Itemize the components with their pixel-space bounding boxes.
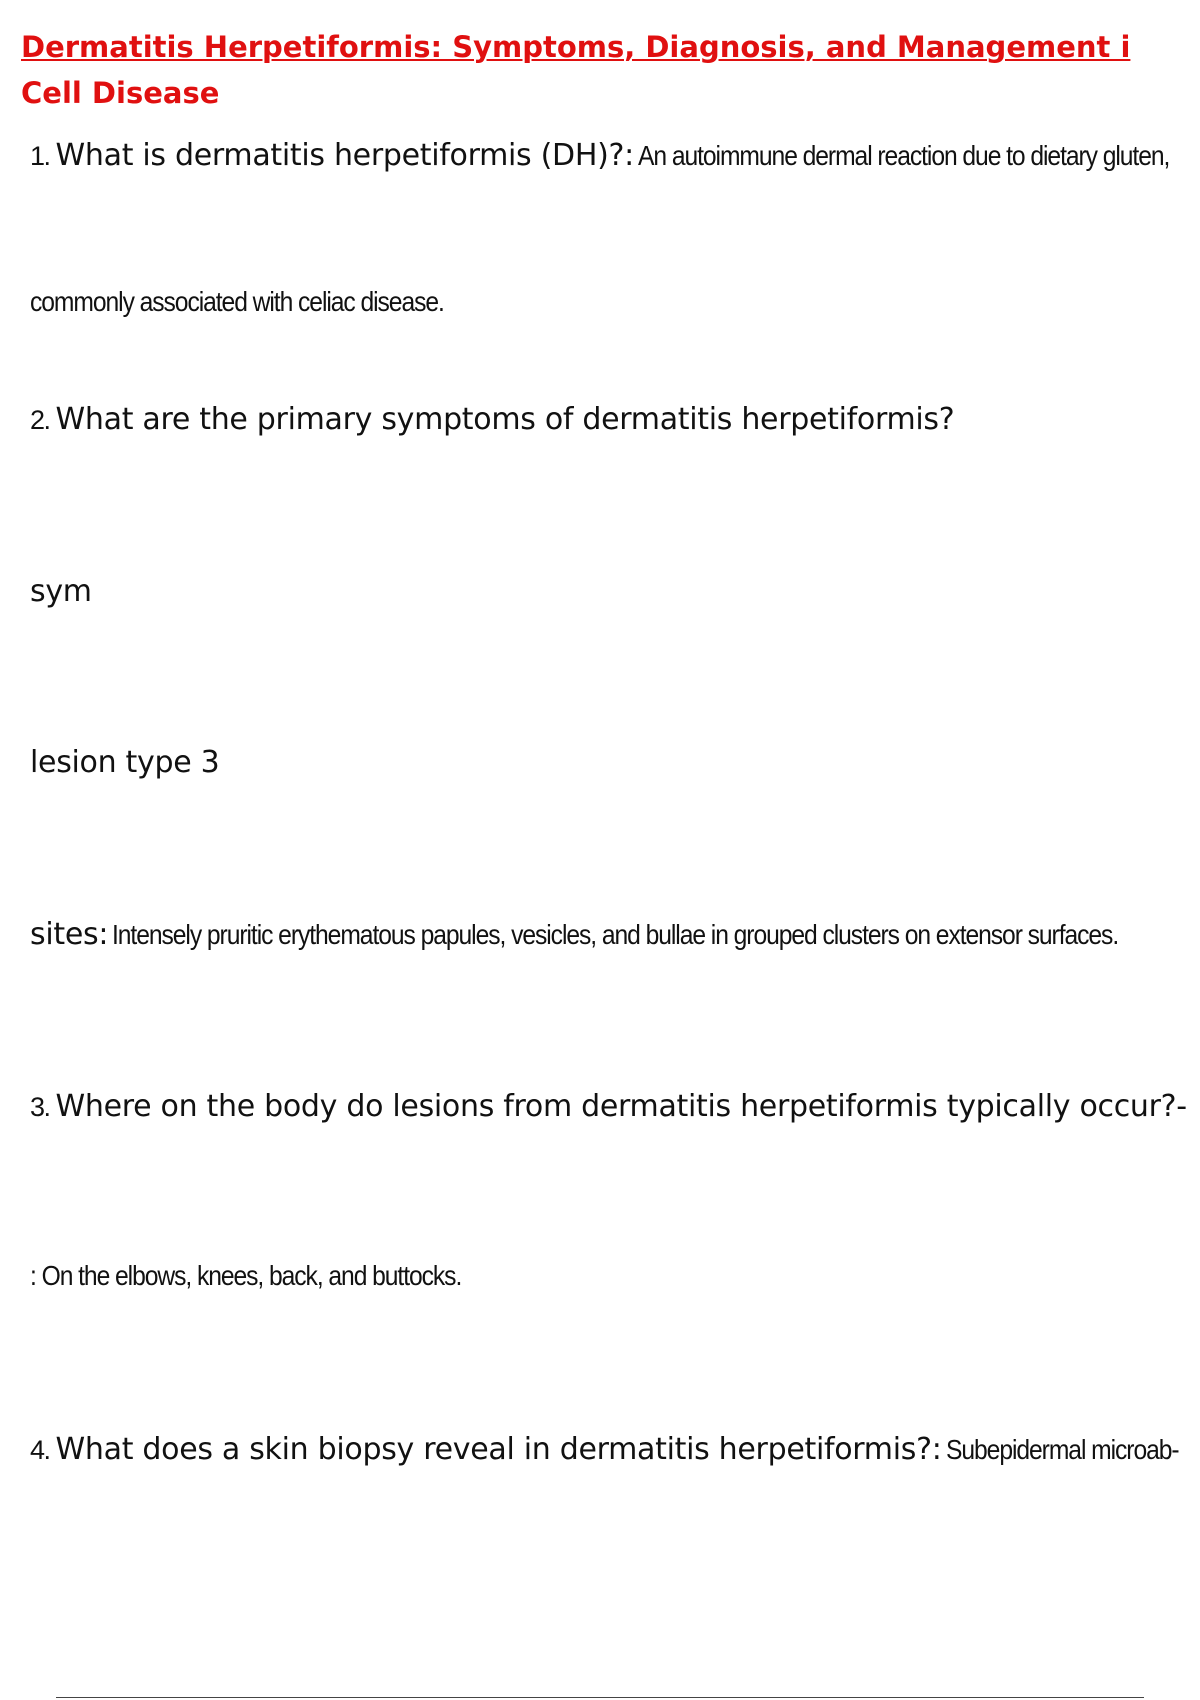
answer-fragment: lesion type 3 bbox=[30, 745, 220, 780]
document-title bbox=[21, 24, 1200, 116]
answer-text: An autoimmune dermal reaction due to dietary gluten, bbox=[637, 140, 1170, 171]
answer-3 bbox=[30, 1260, 520, 1292]
answer-2-lesion-type bbox=[30, 745, 219, 780]
question-1 bbox=[30, 138, 1200, 173]
question-text: What are the primary symptoms of dermatitis herpetiformis? bbox=[55, 402, 955, 437]
title-line-1: Dermatitis Herpetiformis: Symptoms, Diagnosis, and Management i bbox=[21, 30, 1131, 64]
answer-2-fragment bbox=[30, 574, 92, 609]
question-text: What is dermatitis herpetiformis (DH)?: bbox=[55, 138, 634, 173]
question-number: 1. bbox=[30, 141, 50, 171]
answer-fragment: sym bbox=[30, 574, 92, 609]
question-number: 2. bbox=[30, 405, 50, 435]
question-3 bbox=[30, 1089, 1187, 1124]
answer-label: sites: bbox=[30, 917, 109, 952]
page-bottom-rule bbox=[56, 1697, 1144, 1698]
title-line-2: Cell Disease bbox=[21, 76, 220, 110]
question-2 bbox=[30, 402, 954, 437]
answer-text: : On the elbows, knees, back, and buttocks. bbox=[30, 1260, 462, 1291]
answer-text: Intensely pruritic erythematous papules, vesicles, and bullae in grouped clusters on extensor surfaces. bbox=[112, 919, 1119, 950]
question-number: 3. bbox=[30, 1092, 50, 1122]
answer-text: Subepidermal microab- bbox=[945, 1434, 1179, 1465]
question-4 bbox=[30, 1432, 1200, 1467]
question-number: 4. bbox=[30, 1435, 50, 1465]
question-text: Where on the body do lesions from dermatitis herpetiformis typically occur?- bbox=[55, 1089, 1187, 1124]
question-text: What does a skin biopsy reveal in dermatitis herpetiformis?: bbox=[55, 1432, 942, 1467]
answer-text: commonly associated with celiac disease. bbox=[30, 286, 444, 317]
answer-2-sites bbox=[30, 917, 1200, 952]
answer-1-continuation bbox=[30, 286, 500, 318]
